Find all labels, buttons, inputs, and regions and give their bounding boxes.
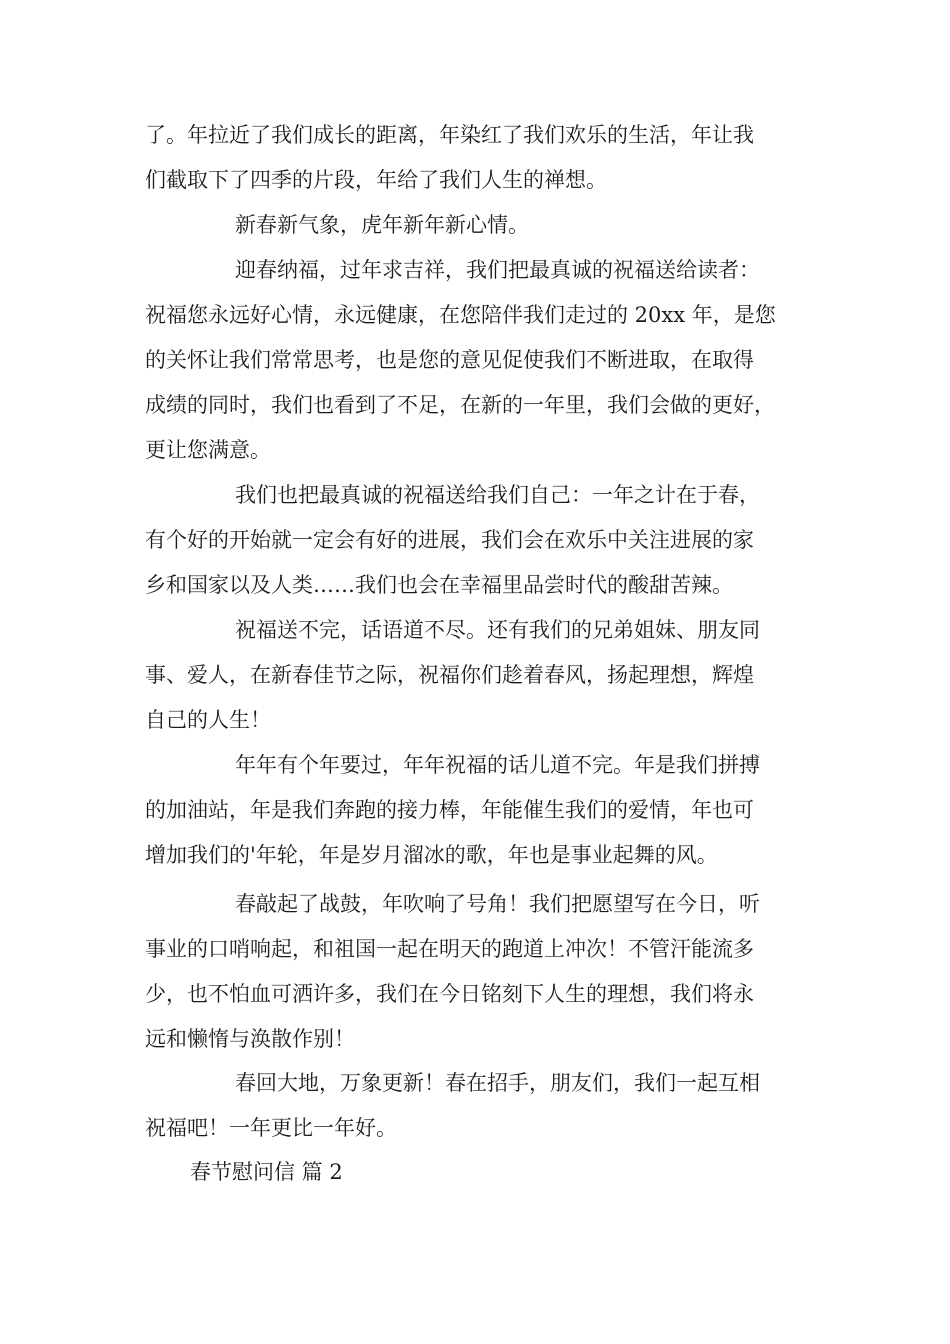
paragraph-7	[145, 882, 810, 1062]
text-line: 迎春纳福，过年求吉祥，我们把最真诚的祝福送给读者：	[235, 258, 760, 282]
text-line: 事、爱人，在新春佳节之际，祝福你们趁着春风，扬起理想，辉煌	[145, 663, 754, 687]
text-line: 春回大地，万象更新！春在招手，朋友们，我们一起互相	[235, 1071, 760, 1095]
text-line: 事业的口哨响起，和祖国一起在明天的跑道上冲次！不管汗能流多	[145, 937, 754, 961]
paragraph-5	[145, 608, 810, 743]
paragraph-4	[145, 473, 810, 608]
text-line: 自己的人生！	[145, 708, 271, 732]
text-line: 少，也不怕血可洒许多，我们在今日铭刻下人生的理想，我们将永	[145, 982, 754, 1006]
text-line: 新春新气象，虎年新年新心情。	[235, 213, 529, 237]
text-line: 增加我们的'年轮，年是岁月溜冰的歌，年也是事业起舞的风。	[145, 843, 718, 867]
text-line: 乡和国家以及人类……我们也会在幸福里品尝时代的酸甜苦辣。	[145, 573, 733, 597]
text-line: 年年有个年要过，年年祝福的话儿道不完。年是我们拼搏	[235, 753, 760, 777]
text-line: 更让您满意。	[145, 438, 271, 462]
paragraph-2	[145, 203, 810, 248]
text-line: 祝福吧！一年更比一年好。	[145, 1116, 397, 1140]
text-line: 了。年拉近了我们成长的距离，年染红了我们欢乐的生活，年让我	[145, 123, 754, 147]
text-line: 我们也把最真诚的祝福送给我们自己：一年之计在于春，	[235, 483, 760, 507]
text-line: 成绩的同时，我们也看到了不足，在新的一年里，我们会做的更好，	[145, 393, 775, 417]
text-line: 春敲起了战鼓，年吹响了号角！我们把愿望写在今日，听	[235, 892, 760, 916]
text-line: 祝福您永远好心情，永远健康，在您陪伴我们走过的 20xx 年，是您	[145, 303, 776, 327]
text-line: 们截取下了四季的片段，年给了我们人生的禅想。	[145, 168, 607, 192]
text-line: 的关怀让我们常常思考，也是您的意见促使我们不断进取，在取得	[145, 348, 754, 372]
paragraph-6	[145, 743, 810, 878]
paragraph-1	[145, 113, 810, 203]
text-line: 的加油站，年是我们奔跑的接力棒，年能催生我们的爱情，年也可	[145, 798, 754, 822]
section-heading: 春节慰问信 篇 2	[190, 1160, 343, 1184]
paragraph-3	[145, 248, 810, 473]
text-line: 祝福送不完，话语道不尽。还有我们的兄弟姐妹、朋友同	[235, 618, 760, 642]
text-line: 远和懒惰与涣散作别！	[145, 1027, 355, 1051]
text-line: 有个好的开始就一定会有好的进展，我们会在欢乐中关注进展的家	[145, 528, 754, 552]
paragraph-8	[145, 1061, 810, 1151]
